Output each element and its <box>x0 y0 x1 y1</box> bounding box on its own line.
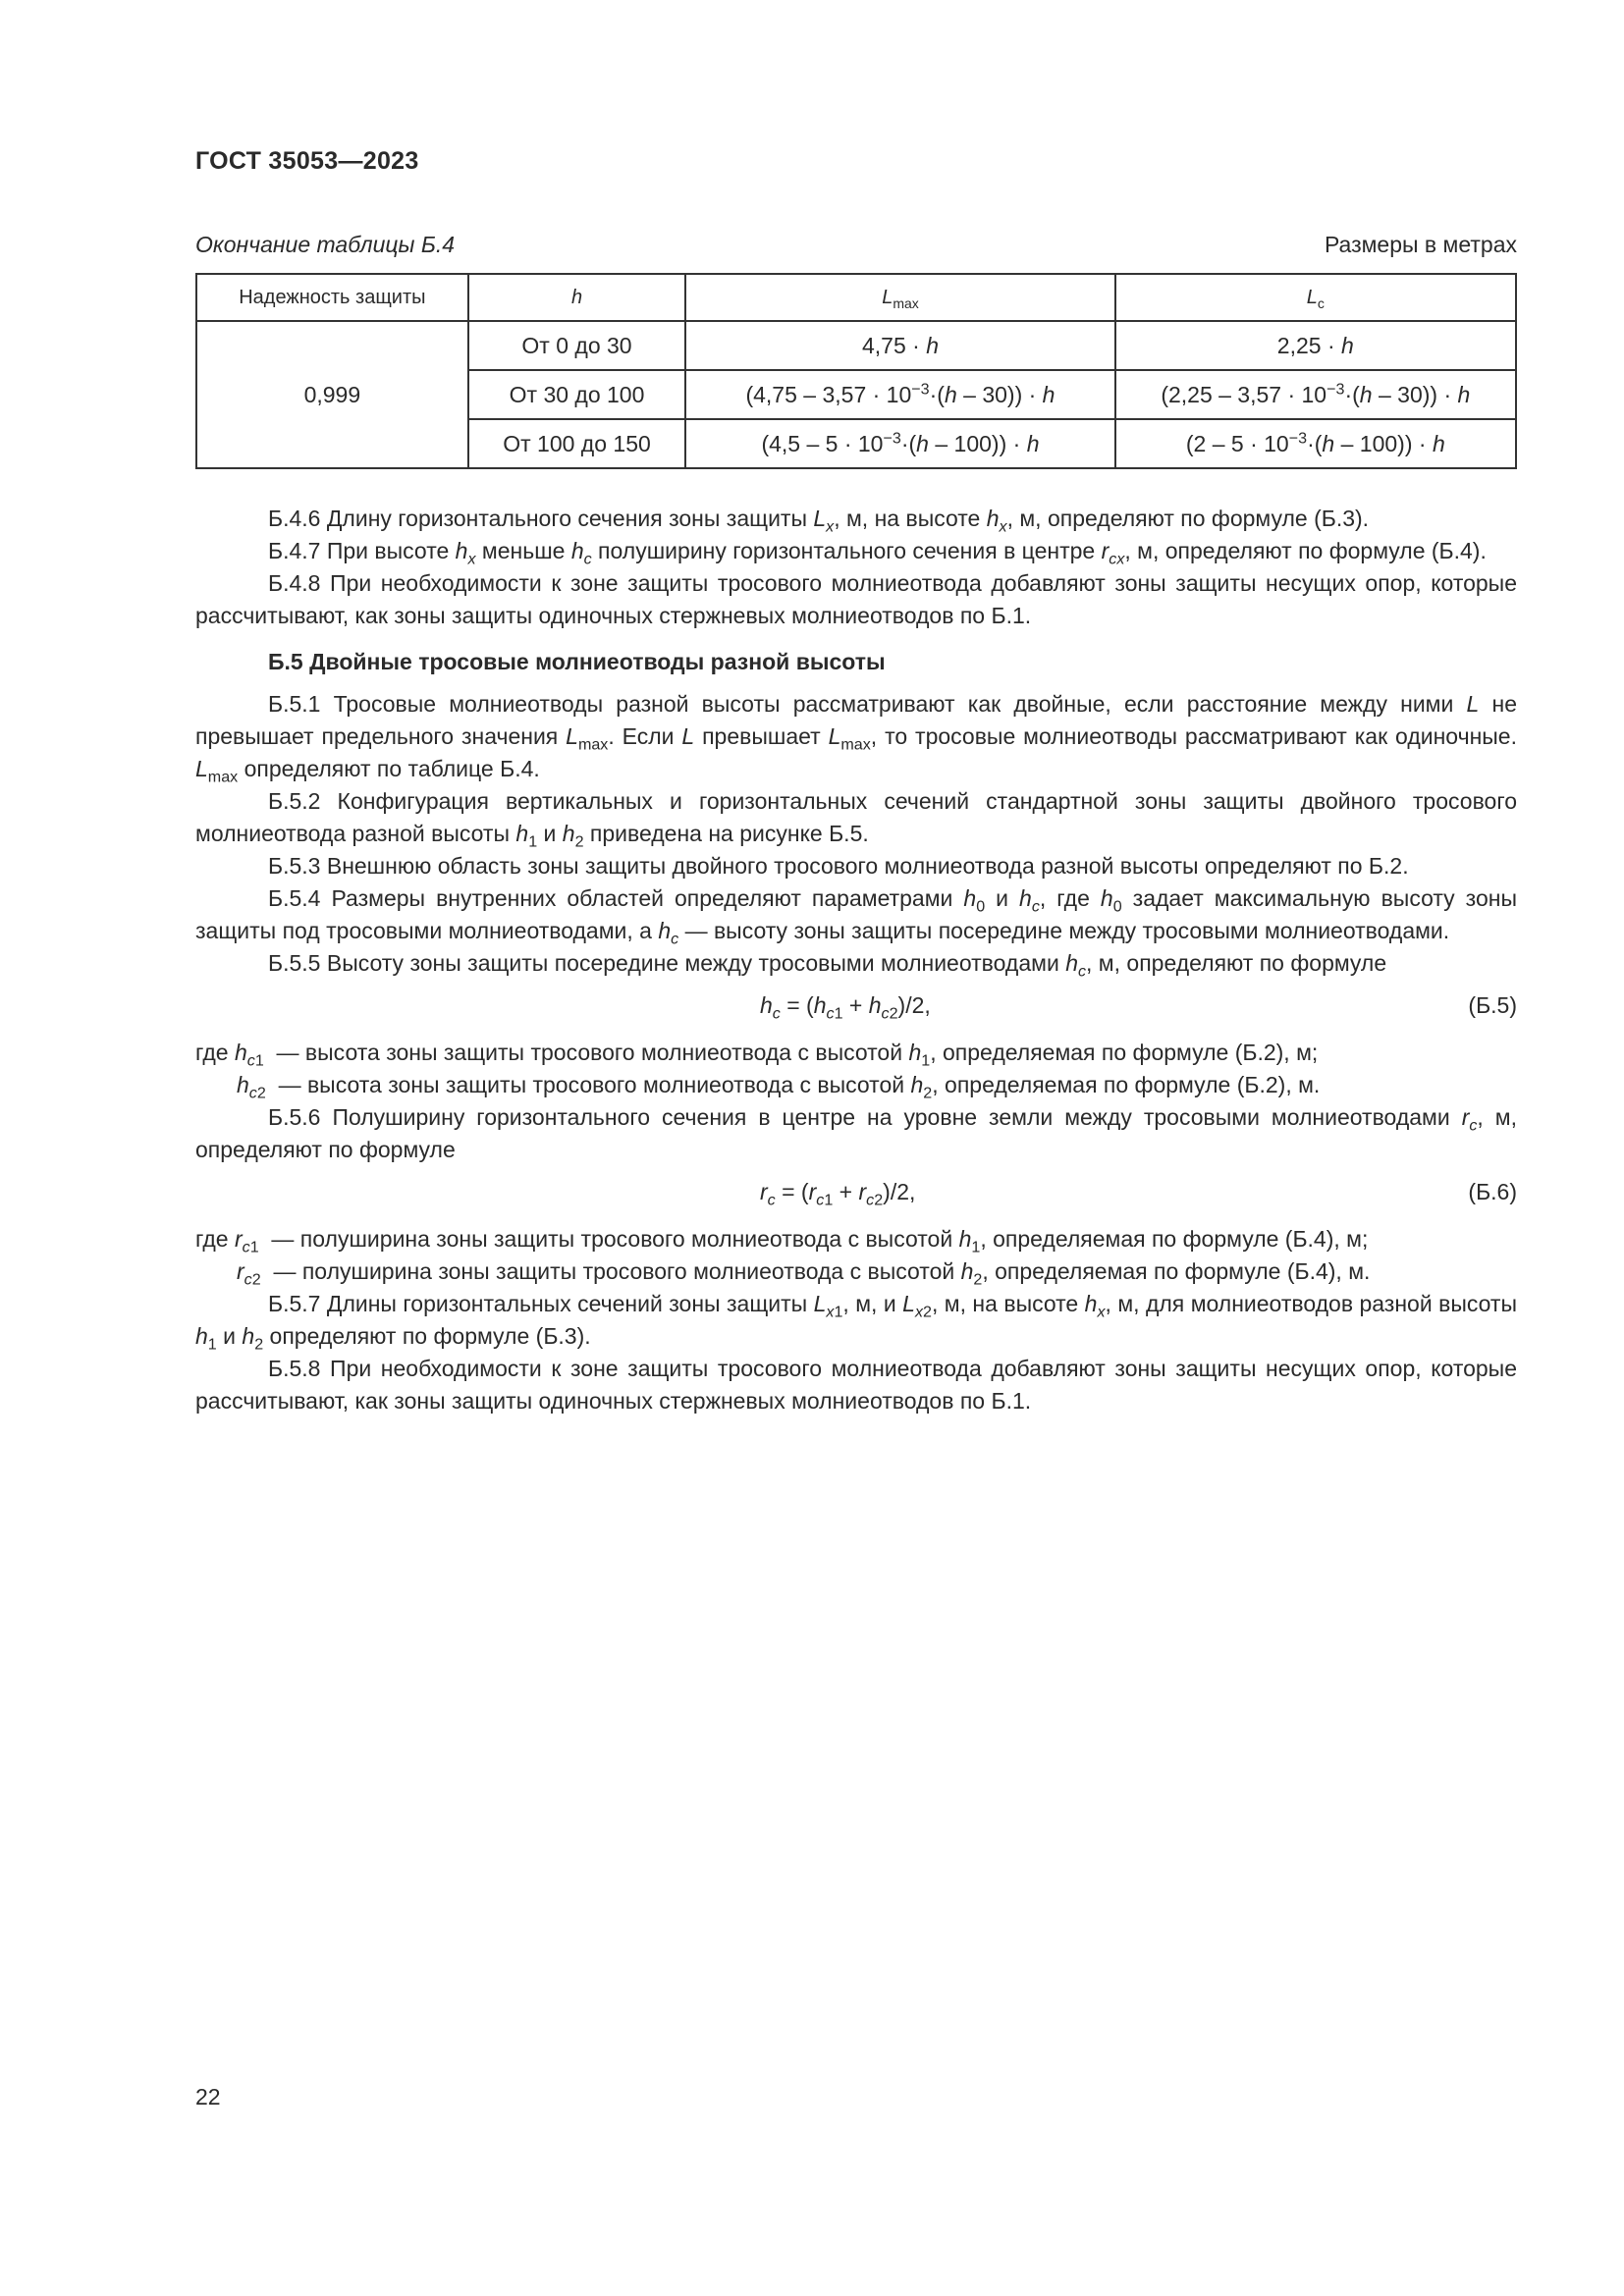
formula-b5 <box>195 982 1517 1029</box>
col-header-lmax: $L_{max}$ <box>685 274 1114 321</box>
col-header-h-label: h <box>570 286 583 308</box>
col-header-h <box>468 274 686 321</box>
lmax-cell: $(4,5 - 5 \cdot 10^{-3}\cdot(h - 100)) \cdot h$ <box>685 419 1114 468</box>
paragraph-b46: Б.4.6 Длину горизонтального сечения зоны защиты $L_x$, м, на высоте $h_x$, м, определяют по формуле (Б.3). <box>268 506 1370 536</box>
formula-b6-expression: $r_c = (r_{c1} + r_{c2})/2$, <box>760 1179 916 1209</box>
where-hc1: где $h_{c1}$ — высота зоны защиты тросового молниеотвода с высотой $h_1$, определяемая по формуле (Б.2), м; <box>195 1040 1319 1070</box>
document-body <box>195 503 1517 1417</box>
paragraph-b47: Б.4.7 При высоте $h_x$ меньше $h_c$ полуширину горизонтального сечения в центре $r_{cx}$, м, определяют по формуле (Б.4). <box>268 538 1487 568</box>
h-range-cell: От 100 до 150 <box>468 419 686 468</box>
paragraph-b54: Б.5.4 Размеры внутренних областей определяют параметрами $h_0$ и $h_c$, где $h_0$ задает максимальную высоту зоны защиты под тросовыми молниеотводами, а $h_c$ — высоту зоны защиты посередине между тросовыми молниеотводами. <box>195 885 1517 948</box>
lc-cell: $(2 - 5 \cdot 10^{-3}\cdot(h - 100)) \cdot h$ <box>1115 419 1516 468</box>
table-units: Размеры в метрах <box>1324 232 1517 257</box>
table-b4 <box>195 273 1517 469</box>
paragraph-b57: Б.5.7 Длины горизонтальных сечений зоны защиты $L_{x1}$, м, и $L_{x2}$, м, на высоте $h_x$, м, для молниеотводов разной высоты $h_1$ и $h_2$ определяют по формуле (Б.3). <box>195 1291 1517 1354</box>
h-range-cell: От 0 до 30 <box>468 321 686 370</box>
section-heading-b5: Б.5 Двойные тросовые молниеотводы разной высоты <box>268 649 886 674</box>
where-hc2: $h_{c2}$ — высота зоны защиты тросового молниеотвода с высотой $h_2$, определяемая по формуле (Б.2), м. <box>237 1072 1321 1102</box>
col-header-reliability: Надежность защиты <box>196 274 468 321</box>
page-number: 22 <box>195 2084 221 2109</box>
h-range-cell: От 30 до 100 <box>468 370 686 419</box>
paragraph-b55: Б.5.5 Высоту зоны защиты посередине между тросовыми молниеотводами $h_c$, м, определяют по формуле <box>268 950 1387 981</box>
lmax-cell: $(4,75 - 3,57 \cdot 10^{-3}\cdot(h - 30)) \cdot h$ <box>685 370 1114 419</box>
formula-b5-expression: $h_c = (h_{c1} + h_{c2})/2$, <box>760 992 931 1023</box>
reliability-cell: 0,999 <box>196 321 468 468</box>
where-rc2: $r_{c2}$ — полуширина зоны защиты тросового молниеотвода с высотой $h_2$, определяемая по формуле (Б.4), м. <box>237 1258 1371 1289</box>
col-header-lc: $L_c$ <box>1115 274 1516 321</box>
where-rc1: где $r_{c1}$ — полуширина зоны защиты тросового молниеотвода с высотой $h_1$, определяемая по формуле (Б.4), м; <box>195 1226 1369 1256</box>
paragraph-b53: Б.5.3 Внешнюю область зоны защиты двойного тросового молниеотвода разной высоты определяют по Б.2. <box>268 853 1409 879</box>
paragraph-b58: Б.5.8 При необходимости к зоне защиты тросового молниеотвода добавляют зоны защиты несущих опор, которые рассчитывают, как зоны защиты одиночных стержневых молниеотводов по Б.1. <box>195 1356 1517 1414</box>
standard-header: ГОСТ 35053—2023 <box>195 147 419 175</box>
table-caption: Окончание таблицы Б.4 <box>195 232 456 257</box>
formula-b6-number: (Б.6) <box>1468 1179 1517 1204</box>
paragraph-b56: Б.5.6 Полуширину горизонтального сечения в центре на уровне земли между тросовыми молниеотводами $r_c$, м, определяют по формуле <box>195 1104 1517 1162</box>
formula-b5-number: (Б.5) <box>1468 992 1517 1018</box>
table-row <box>196 321 1516 370</box>
paragraph-b51: Б.5.1 Тросовые молниеотводы разной высоты рассматривают как двойные, если расстояние между ними L не превышает предельного значения $L_{max}$. Если L превышает $L_{max}$, то тросовые молниеотводы рассматривают как одиночные. $L_{max}$ определяют по таблице Б.4. <box>195 691 1517 786</box>
lc-cell: $(2,25 - 3,57 \cdot 10^{-3}\cdot(h - 30)) \cdot h$ <box>1115 370 1516 419</box>
paragraph-b48: Б.4.8 При необходимости к зоне защиты тросового молниеотвода добавляют зоны защиты несущих опор, которые рассчитывают, как зоны защиты одиночных стержневых молниеотводов по Б.1. <box>195 570 1517 628</box>
paragraph-b52: Б.5.2 Конфигурация вертикальных и горизонтальных сечений стандартной зоны защиты двойного тросового молниеотвода разной высоты $h_1$ и $h_2$ приведена на рисунке Б.5. <box>195 788 1517 851</box>
lmax-cell: 4,75 · h <box>685 321 1114 370</box>
formula-b6 <box>195 1168 1517 1215</box>
table-header-row <box>196 274 1516 321</box>
lc-cell: 2,25 · h <box>1115 321 1516 370</box>
